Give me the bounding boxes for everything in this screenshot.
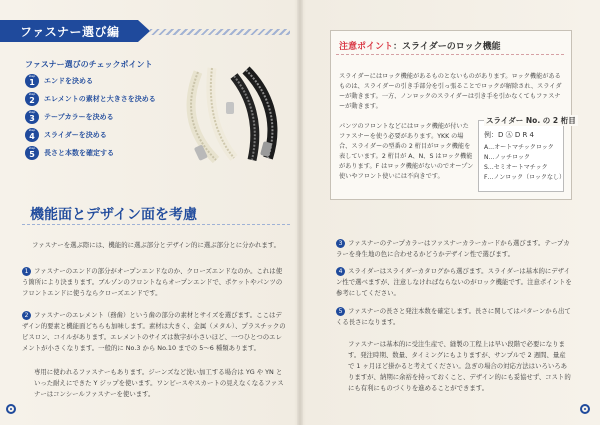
slider-model-title: スライダー No. の 2 桁目	[486, 116, 576, 125]
checkpoint-label: スライダーを決める	[44, 131, 107, 139]
point-text: ファスナーのテープカラーはファスナーカラーカードから選びます。テープカラーを身生地の色に合わせるかどうかデザイン性で選びます。	[336, 239, 570, 258]
checkpoint-item	[25, 108, 156, 126]
attention-label: 注意ポイント	[339, 42, 394, 52]
point-text: ファスナーのエレメント（務歯）という歯の部分の素材とサイズを選びます。ここはデザイン的要素と機能面どちらも加味します。素材は大きく、金属（メタル）、プラスチックのビスロン、コイルがあります。エレメントのサイズは数字が小さいほど、一つひとつのエレメントが小さくなります。一般的に No.3 から No.10 までの 5〜6 種類あります。	[22, 311, 286, 352]
banner-stripe	[150, 29, 290, 35]
section-title: 機能面とデザイン面を考慮	[30, 207, 198, 223]
attention-subject: ：スライダーのロック機能	[393, 42, 501, 52]
step-badge: step 1	[25, 74, 39, 88]
zipper-slider	[226, 102, 234, 114]
closing-paragraph: ファスナーは基本的に受注生産で、縫製の工程上は早い段階で必要になります。発注時期、数量、タイミングにもよりますが、サンプルで 2 週間、量産で 1 ヶ月ほど掛かると考えてください。急ぎの場合の対応方法はいろいろありますが、納期に余裕を持っておくこと、デザイン的にも妥協せず、コスト的にも有利にものづくりを進めることができます。	[348, 340, 571, 392]
checkpoint-label: テープカラーを決める	[44, 113, 114, 121]
point-2	[22, 310, 288, 354]
point-number: 2	[22, 311, 31, 320]
point-number: 3	[336, 239, 345, 248]
checkpoint-item	[25, 144, 156, 162]
checkpoint-label: 長さと本数を確定する	[44, 149, 114, 157]
attention-text-detail: パンツのフロントなどにはロック機能が付いたファスナーを使う必要があります。YKK の場合、スライダーの型番の 2 桁目がロック機能を表しています。2 桁目が A、N、S はロック機能があります。F はロック機能がないのでオープン使いやフロント使いには不向きです。	[339, 123, 474, 180]
page-corner-mark-right	[580, 404, 590, 414]
step-badge: step 3	[25, 110, 39, 124]
intro-paragraph: ファスナーを選ぶ際には、機能的に選ぶ部分とデザイン的に選ぶ部分とに分かれます。	[32, 241, 281, 249]
banner-title: ファスナー選び編	[20, 25, 120, 39]
legend-line: S…セミオートマチック	[484, 164, 548, 171]
checkpoint-title: ファスナー選びのチェックポイント	[25, 60, 153, 69]
point-2-continued: 専用に使われるファスナーもあります。ジーンズなど洗い加工する場合は YG や YN といった耐えにできた Y ジップを使います。ワンピースやスカートの見えなくなるファスナーはコンシールファスナーを使います。	[34, 368, 284, 398]
legend-line: A…オートマチックロック	[484, 144, 554, 151]
attention-heading	[339, 39, 501, 52]
legend-line: F…ノンロック（ロックなし）	[484, 174, 565, 181]
point-text: ファスナーのエンドの部分がオープンエンドなのか、クローズエンドなのか。これは使う箇所により決まります。ブルゾンのフロントならオープンエンドで、ポケットやパンツのフロントエンドに使うならクローズエンドです。	[22, 267, 283, 297]
checkpoint-label: エンドを決める	[44, 77, 93, 85]
point-4	[336, 266, 572, 299]
slider-model-example: 例：D Ⓐ D R 4	[484, 131, 534, 139]
point-text: スライダーはスライダーカタログから選びます。スライダーは基本的にデザイン性で選べますが、注意しなければならないのがロック機能です。注意ポイントを参考にしてください。	[336, 267, 572, 297]
point-number: 4	[336, 267, 345, 276]
page-gutter	[297, 0, 303, 425]
checkpoint-label: エレメントの素材と大きさを決める	[44, 95, 156, 103]
point-1	[22, 266, 288, 299]
step-badge: step 5	[25, 146, 39, 160]
attention-divider	[336, 54, 564, 55]
step-badge: step 2	[25, 92, 39, 106]
section-divider	[22, 224, 290, 225]
point-number: 1	[22, 267, 31, 276]
checkpoint-item	[25, 72, 156, 90]
checkpoint-item	[25, 126, 156, 144]
point-number: 5	[336, 307, 345, 316]
zipper-photo	[168, 62, 296, 168]
point-text: ファスナーの長さと発注本数を確定します。長さに関してはパターンから出てくる長さになります。	[336, 307, 571, 326]
point-5	[336, 306, 572, 328]
black-zipper-tape-2	[234, 76, 255, 160]
checkpoint-item	[25, 90, 156, 108]
step-badge: step 4	[25, 128, 39, 142]
legend-line: N…ノッチロック	[484, 154, 530, 161]
point-3	[336, 238, 572, 260]
attention-text: スライダーにはロック機能があるものとないものがあります。ロック機能があるものは、スライダーの引き手部分を引っ張ることでロックが解除され、スライダーが動きます。一方、ノンロックのスライダーは引き手を引かなくてもファスナーが動きます。	[339, 73, 562, 110]
checkpoint-list	[25, 72, 156, 162]
page-corner-mark-left	[6, 404, 16, 414]
slider-model-legend	[484, 143, 565, 183]
